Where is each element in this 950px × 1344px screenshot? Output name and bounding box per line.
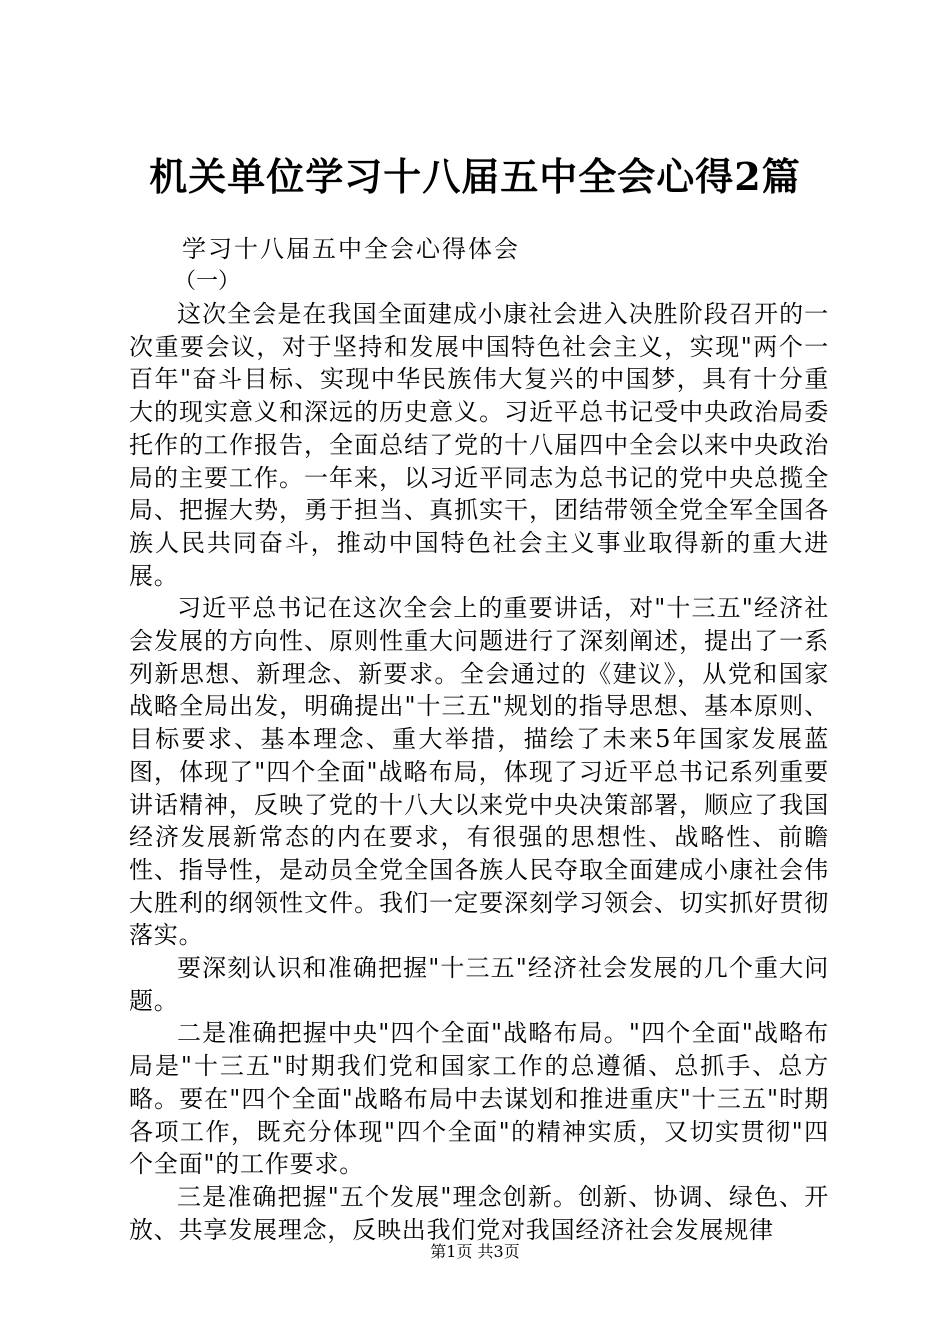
page-footer: 第1页 共3页 xyxy=(430,1242,520,1261)
paragraph: 二是准确把握中央"四个全面"战略布局。"四个全面"战略布局是"十三五"时期我们党和国家工作的总遵循、总抓手、总方略。要在"四个全面"战略布局中去谋划和推进重庆"十三五"时期各项工作，既充分体现"四个全面"的精神实质，又切实贯彻"四个全面"的工作要求。 xyxy=(129,1019,829,1179)
paragraph: 习近平总书记在这次全会上的重要讲话，对"十三五"经济社会发展的方向性、原则性重大问题进行了深刻阐述，提出了一系列新思想、新理念、新要求。全会通过的《建议》，从党和国家战略全局出发，明确提出"十三五"规划的指导思想、基本原则、目标要求、基本理念、重大举措，描绘了未来5年国家发展蓝图，体现了"四个全面"战略布局，体现了习近平总书记系列重要讲话精神，反映了党的十八大以来党中央决策部署，顺应了我国经济发展新常态的内在要求，有很强的思想性、战略性、前瞻性、指导性，是动员全党全国各族人民夺取全面建成小康社会伟大胜利的纲领性文件。我们一定要深刻学习领会、切实抓好贯彻落实。 xyxy=(129,594,829,950)
section-marker: （一） xyxy=(174,269,241,294)
document-body xyxy=(129,298,829,1246)
paragraph: 要深刻认识和准确把握"十三五"经济社会发展的几个重大问题。 xyxy=(129,954,829,1015)
document-subtitle: 学习十八届五中全会心得体会 xyxy=(182,235,520,263)
document-title: 机关单位学习十八届五中全会心得2篇 xyxy=(149,154,801,199)
paragraph: 三是准确把握"五个发展"理念创新。创新、协调、绿色、开放、共享发展理念，反映出我们党对我国经济社会发展规律 xyxy=(129,1182,829,1244)
paragraph: 这次全会是在我国全面建成小康社会进入决胜阶段召开的一次重要会议，对于坚持和发展中国特色社会主义，实现"两个一百年"奋斗目标、实现中华民族伟大复兴的中国梦，具有十分重大的现实意义和深远的历史意义。习近平总书记受中央政治局委托作的工作报告，全面总结了党的十八届四中全会以来中央政治局的主要工作。一年来，以习近平同志为总书记的党中央总揽全局、把握大势，勇于担当、真抓实干，团结带领全党全军全国各族人民共同奋斗，推动中国特色社会主义事业取得新的重大进展。 xyxy=(129,300,829,590)
